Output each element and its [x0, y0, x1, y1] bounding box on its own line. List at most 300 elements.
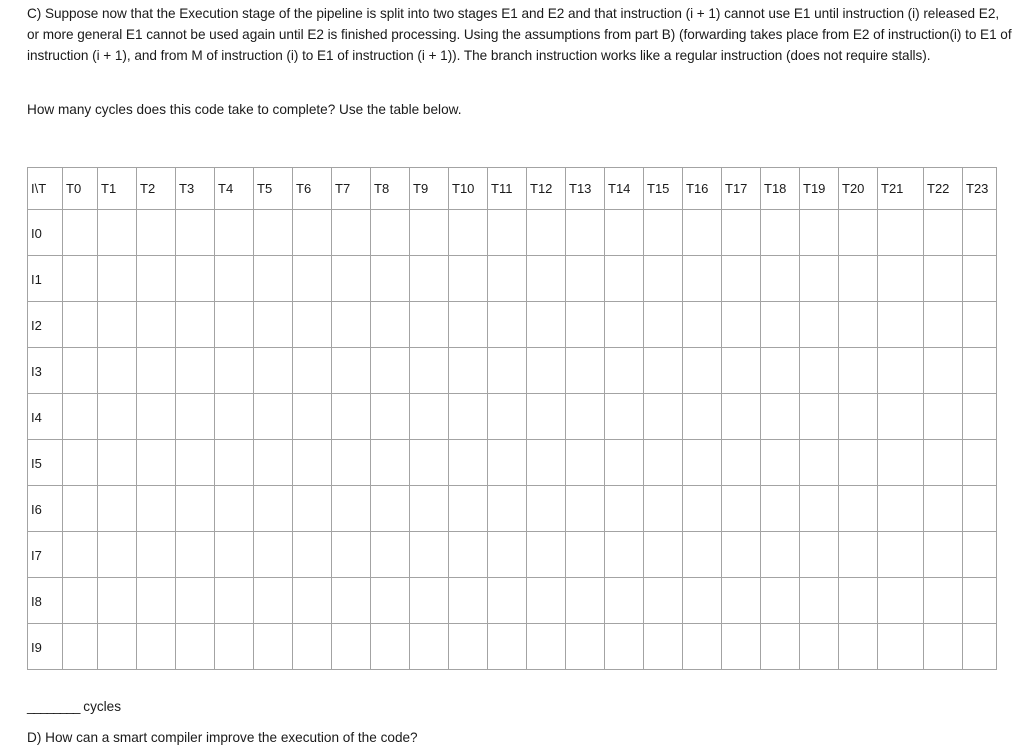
table-cell[interactable] [176, 486, 215, 532]
table-cell[interactable] [293, 578, 332, 624]
table-cell[interactable] [63, 302, 98, 348]
column-header-t8: T8 [371, 168, 410, 210]
table-cell[interactable] [839, 532, 878, 578]
table-cell[interactable] [924, 440, 963, 486]
table-cell[interactable] [137, 256, 176, 302]
table-cell[interactable] [566, 532, 605, 578]
column-header-t16: T16 [683, 168, 722, 210]
table-cell[interactable] [683, 440, 722, 486]
table-row [28, 210, 997, 256]
column-header-t7: T7 [332, 168, 371, 210]
table-cell[interactable] [605, 302, 644, 348]
table-cell[interactable] [215, 348, 254, 394]
table-cell[interactable] [215, 578, 254, 624]
table-cell[interactable] [63, 440, 98, 486]
column-header-t14: T14 [605, 168, 644, 210]
table-cell[interactable] [878, 348, 924, 394]
table-cell[interactable] [176, 394, 215, 440]
table-cell[interactable] [332, 532, 371, 578]
table-cell[interactable] [644, 394, 683, 440]
table-cell[interactable] [800, 486, 839, 532]
table-cell[interactable] [963, 486, 997, 532]
table-cell[interactable] [761, 624, 800, 670]
table-cell[interactable] [761, 256, 800, 302]
table-cell[interactable] [254, 440, 293, 486]
table-cell[interactable] [722, 210, 761, 256]
table-cell[interactable] [63, 578, 98, 624]
table-cell[interactable] [839, 486, 878, 532]
table-cell[interactable] [683, 532, 722, 578]
table-cell[interactable] [254, 302, 293, 348]
table-row [28, 440, 997, 486]
table-cell[interactable] [761, 210, 800, 256]
table-cell[interactable] [254, 624, 293, 670]
row-header-i2 [28, 302, 63, 348]
table-cell[interactable] [722, 578, 761, 624]
table-cell[interactable] [924, 210, 963, 256]
table-cell[interactable] [878, 256, 924, 302]
table-cell[interactable] [644, 486, 683, 532]
table-cell[interactable] [215, 394, 254, 440]
table-cell[interactable] [644, 302, 683, 348]
table-cell[interactable] [137, 486, 176, 532]
table-cell[interactable] [566, 440, 605, 486]
table-cell[interactable] [644, 578, 683, 624]
table-row [28, 348, 997, 394]
table-cell[interactable] [924, 348, 963, 394]
table-cell[interactable] [98, 210, 137, 256]
table-cell[interactable] [488, 532, 527, 578]
table-cell[interactable] [215, 440, 254, 486]
column-header-t22: T22 [924, 168, 963, 210]
table-cell[interactable] [839, 440, 878, 486]
table-cell[interactable] [293, 302, 332, 348]
column-header-t3: T3 [176, 168, 215, 210]
table-cell[interactable] [722, 486, 761, 532]
table-cell[interactable] [683, 302, 722, 348]
table-cell[interactable] [215, 486, 254, 532]
table-cell[interactable] [371, 348, 410, 394]
table-cell[interactable] [449, 210, 488, 256]
table-cell[interactable] [137, 440, 176, 486]
table-cell[interactable] [410, 532, 449, 578]
table-cell[interactable] [800, 256, 839, 302]
part-c-paragraph: C) Suppose now that the Execution stage of the pipeline is split into two stages E1 and E2 and that instruction (i + 1) cannot use E1 until instruction (i) released E2, or more general E1 cannot be used again until E2 is finished processing. Using the assumptions from part B) (forwarding takes place from E2 of instruction(i) to E1 of instruction (i + 1), and from M of instruction (i) to E1 of instruction (i + 1)). The branch instruction works like a regular instruction (does not require stalls). [27, 6, 1012, 64]
table-cell[interactable] [137, 532, 176, 578]
table-cell[interactable] [924, 302, 963, 348]
table-cell[interactable] [63, 256, 98, 302]
table-cell[interactable] [527, 210, 566, 256]
table-cell[interactable] [878, 440, 924, 486]
row-header-i4 [28, 394, 63, 440]
answer-unit: cycles [83, 699, 122, 714]
table-row [28, 394, 997, 440]
table-cell[interactable] [800, 532, 839, 578]
table-cell[interactable] [722, 440, 761, 486]
row-label: I2 [31, 318, 42, 333]
table-cell[interactable] [527, 348, 566, 394]
table-cell[interactable] [761, 302, 800, 348]
table-cell[interactable] [963, 302, 997, 348]
table-cell[interactable] [800, 302, 839, 348]
row-header-i0 [28, 210, 63, 256]
table-cell[interactable] [644, 532, 683, 578]
table-cell[interactable] [605, 486, 644, 532]
table-cell[interactable] [293, 532, 332, 578]
table-cell[interactable] [410, 256, 449, 302]
table-cell[interactable] [332, 302, 371, 348]
table-cell[interactable] [449, 486, 488, 532]
row-label: I8 [31, 594, 42, 609]
table-cell[interactable] [410, 394, 449, 440]
table-row [28, 486, 997, 532]
table-cell[interactable] [839, 394, 878, 440]
table-cell[interactable] [878, 578, 924, 624]
table-cell[interactable] [527, 394, 566, 440]
table-cell[interactable] [761, 348, 800, 394]
row-header-i3 [28, 348, 63, 394]
table-cell[interactable] [332, 256, 371, 302]
table-cell[interactable] [527, 624, 566, 670]
table-cell[interactable] [644, 624, 683, 670]
table-cell[interactable] [254, 578, 293, 624]
column-header-t17: T17 [722, 168, 761, 210]
table-cell[interactable] [176, 302, 215, 348]
corner-header: I\T [28, 168, 63, 210]
table-cell[interactable] [371, 302, 410, 348]
table-cell[interactable] [215, 532, 254, 578]
table-cell[interactable] [527, 302, 566, 348]
table-cell[interactable] [98, 256, 137, 302]
table-cell[interactable] [963, 532, 997, 578]
table-cell[interactable] [683, 348, 722, 394]
table-cell[interactable] [488, 440, 527, 486]
table-cell[interactable] [839, 256, 878, 302]
table-cell[interactable] [449, 394, 488, 440]
table-cell[interactable] [63, 348, 98, 394]
column-header-t23: T23 [963, 168, 997, 210]
table-cell[interactable] [605, 578, 644, 624]
row-label: I4 [31, 410, 42, 425]
row-header-i8 [28, 578, 63, 624]
table-cell[interactable] [566, 578, 605, 624]
table-cell[interactable] [449, 532, 488, 578]
table-cell[interactable] [683, 256, 722, 302]
table-cell[interactable] [839, 348, 878, 394]
table-cell[interactable] [605, 624, 644, 670]
table-cell[interactable] [683, 486, 722, 532]
table-cell[interactable] [800, 624, 839, 670]
table-cell[interactable] [293, 210, 332, 256]
table-cell[interactable] [410, 486, 449, 532]
row-header-i1 [28, 256, 63, 302]
table-cell[interactable] [800, 210, 839, 256]
pipeline-table [27, 167, 997, 670]
row-label: I7 [31, 548, 42, 563]
row-label: I1 [31, 272, 42, 287]
table-row [28, 302, 997, 348]
table-cell[interactable] [839, 210, 878, 256]
table-cell[interactable] [924, 624, 963, 670]
table-cell[interactable] [605, 394, 644, 440]
table-cell[interactable] [924, 532, 963, 578]
table-cell[interactable] [137, 578, 176, 624]
table-cell[interactable] [924, 578, 963, 624]
table-cell[interactable] [332, 394, 371, 440]
table-cell[interactable] [254, 532, 293, 578]
table-cell[interactable] [176, 532, 215, 578]
column-header-t19: T19 [800, 168, 839, 210]
row-label: I0 [31, 226, 42, 241]
table-cell[interactable] [722, 348, 761, 394]
column-header-t0: T0 [63, 168, 98, 210]
table-cell[interactable] [371, 578, 410, 624]
table-cell[interactable] [683, 624, 722, 670]
column-header-t18: T18 [761, 168, 800, 210]
table-cell[interactable] [98, 624, 137, 670]
column-header-t2: T2 [137, 168, 176, 210]
table-cell[interactable] [761, 486, 800, 532]
table-cell[interactable] [63, 624, 98, 670]
table-cell[interactable] [800, 578, 839, 624]
table-cell[interactable] [839, 302, 878, 348]
table-cell[interactable] [722, 302, 761, 348]
table-cell[interactable] [566, 256, 605, 302]
table-cell[interactable] [293, 348, 332, 394]
table-cell[interactable] [924, 394, 963, 440]
table-cell[interactable] [878, 486, 924, 532]
table-cell[interactable] [215, 624, 254, 670]
table-cell[interactable] [644, 348, 683, 394]
table-cell[interactable] [63, 394, 98, 440]
table-cell[interactable] [215, 302, 254, 348]
table-cell[interactable] [761, 394, 800, 440]
column-header-t21: T21 [878, 168, 924, 210]
table-cell[interactable] [410, 348, 449, 394]
table-cell[interactable] [137, 302, 176, 348]
answer-blank[interactable]: ________ [27, 699, 80, 714]
table-cell[interactable] [527, 532, 566, 578]
table-cell[interactable] [683, 210, 722, 256]
table-cell[interactable] [215, 210, 254, 256]
table-cell[interactable] [98, 578, 137, 624]
table-cell[interactable] [722, 256, 761, 302]
table-cell[interactable] [98, 486, 137, 532]
table-cell[interactable] [488, 486, 527, 532]
table-cell[interactable] [761, 440, 800, 486]
table-cell[interactable] [605, 210, 644, 256]
table-cell[interactable] [878, 532, 924, 578]
table-cell[interactable] [63, 210, 98, 256]
table-cell[interactable] [924, 256, 963, 302]
table-cell[interactable] [332, 348, 371, 394]
table-cell[interactable] [293, 486, 332, 532]
table-cell[interactable] [963, 578, 997, 624]
table-cell[interactable] [371, 440, 410, 486]
table-cell[interactable] [176, 210, 215, 256]
row-label: I9 [31, 640, 42, 655]
table-cell[interactable] [605, 532, 644, 578]
table-cell[interactable] [963, 440, 997, 486]
table-cell[interactable] [176, 578, 215, 624]
table-cell[interactable] [605, 440, 644, 486]
table-cell[interactable] [488, 394, 527, 440]
column-header-t9: T9 [410, 168, 449, 210]
table-cell[interactable] [371, 532, 410, 578]
column-header-t10: T10 [449, 168, 488, 210]
table-cell[interactable] [963, 256, 997, 302]
table-cell[interactable] [332, 210, 371, 256]
table-cell[interactable] [371, 624, 410, 670]
table-cell[interactable] [644, 256, 683, 302]
table-cell[interactable] [722, 394, 761, 440]
table-cell[interactable] [254, 486, 293, 532]
table-cell[interactable] [488, 210, 527, 256]
table-row [28, 532, 997, 578]
column-header-t6: T6 [293, 168, 332, 210]
table-cell[interactable] [410, 210, 449, 256]
table-cell[interactable] [683, 394, 722, 440]
table-cell[interactable] [527, 440, 566, 486]
table-cell[interactable] [488, 578, 527, 624]
table-cell[interactable] [98, 302, 137, 348]
table-cell[interactable] [722, 624, 761, 670]
table-cell[interactable] [527, 578, 566, 624]
table-cell[interactable] [800, 394, 839, 440]
part-d-question: D) How can a smart compiler improve the execution of the code? [27, 730, 418, 745]
table-cell[interactable] [878, 210, 924, 256]
table-cell[interactable] [800, 348, 839, 394]
table-cell[interactable] [254, 256, 293, 302]
table-cell[interactable] [137, 210, 176, 256]
table-cell[interactable] [98, 440, 137, 486]
part-c-question: How many cycles does this code take to complete? Use the table below. [27, 102, 462, 117]
column-header-t5: T5 [254, 168, 293, 210]
table-cell[interactable] [761, 578, 800, 624]
table-cell[interactable] [293, 440, 332, 486]
row-label: I5 [31, 456, 42, 471]
table-cell[interactable] [371, 394, 410, 440]
table-cell[interactable] [176, 440, 215, 486]
table-cell[interactable] [176, 624, 215, 670]
table-cell[interactable] [963, 348, 997, 394]
table-cell[interactable] [332, 440, 371, 486]
table-cell[interactable] [963, 210, 997, 256]
table-cell[interactable] [98, 532, 137, 578]
table-cell[interactable] [644, 210, 683, 256]
table-cell[interactable] [332, 624, 371, 670]
row-header-i5 [28, 440, 63, 486]
column-header-t1: T1 [98, 168, 137, 210]
table-cell[interactable] [488, 624, 527, 670]
table-cell[interactable] [683, 578, 722, 624]
table-cell[interactable] [410, 624, 449, 670]
column-header-t4: T4 [215, 168, 254, 210]
table-cell[interactable] [371, 210, 410, 256]
table-cell[interactable] [176, 348, 215, 394]
table-cell[interactable] [449, 302, 488, 348]
table-cell[interactable] [63, 532, 98, 578]
table-cell[interactable] [488, 348, 527, 394]
table-cell[interactable] [800, 440, 839, 486]
table-cell[interactable] [566, 486, 605, 532]
column-header-t20: T20 [839, 168, 878, 210]
table-cell[interactable] [410, 578, 449, 624]
table-cell[interactable] [449, 348, 488, 394]
row-label: I6 [31, 502, 42, 517]
table-cell[interactable] [878, 624, 924, 670]
table-cell[interactable] [839, 624, 878, 670]
table-cell[interactable] [332, 578, 371, 624]
table-cell[interactable] [449, 440, 488, 486]
table-cell[interactable] [215, 256, 254, 302]
table-cell[interactable] [98, 348, 137, 394]
table-cell[interactable] [293, 256, 332, 302]
table-cell[interactable] [566, 394, 605, 440]
table-cell[interactable] [566, 348, 605, 394]
table-cell[interactable] [527, 486, 566, 532]
table-cell[interactable] [254, 210, 293, 256]
table-cell[interactable] [963, 394, 997, 440]
table-cell[interactable] [878, 302, 924, 348]
table-cell[interactable] [332, 486, 371, 532]
column-header-t15: T15 [644, 168, 683, 210]
table-cell[interactable] [254, 348, 293, 394]
table-cell[interactable] [605, 256, 644, 302]
table-cell[interactable] [293, 624, 332, 670]
table-cell[interactable] [488, 302, 527, 348]
table-row [28, 578, 997, 624]
table-cell[interactable] [449, 578, 488, 624]
column-header-t11: T11 [488, 168, 527, 210]
answer-line [27, 699, 121, 714]
table-cell[interactable] [371, 256, 410, 302]
table-cell[interactable] [924, 486, 963, 532]
table-cell[interactable] [137, 624, 176, 670]
header-row [28, 168, 997, 210]
table-cell[interactable] [410, 440, 449, 486]
table-cell[interactable] [566, 302, 605, 348]
table-cell[interactable] [98, 394, 137, 440]
table-cell[interactable] [410, 302, 449, 348]
table-cell[interactable] [449, 624, 488, 670]
table-cell[interactable] [761, 532, 800, 578]
table-cell[interactable] [137, 348, 176, 394]
table-cell[interactable] [605, 348, 644, 394]
table-cell[interactable] [371, 486, 410, 532]
table-cell[interactable] [488, 256, 527, 302]
table-cell[interactable] [527, 256, 566, 302]
table-row [28, 624, 997, 670]
table-cell[interactable] [878, 394, 924, 440]
table-cell[interactable] [449, 256, 488, 302]
table-cell[interactable] [566, 210, 605, 256]
table-cell[interactable] [644, 440, 683, 486]
column-header-t12: T12 [527, 168, 566, 210]
row-label: I3 [31, 364, 42, 379]
table-cell[interactable] [137, 394, 176, 440]
table-cell[interactable] [176, 256, 215, 302]
table-cell[interactable] [254, 394, 293, 440]
table-cell[interactable] [293, 394, 332, 440]
row-header-i9 [28, 624, 63, 670]
table-row [28, 256, 997, 302]
table-cell[interactable] [963, 624, 997, 670]
table-cell[interactable] [63, 486, 98, 532]
table-cell[interactable] [722, 532, 761, 578]
table-cell[interactable] [839, 578, 878, 624]
table-cell[interactable] [566, 624, 605, 670]
